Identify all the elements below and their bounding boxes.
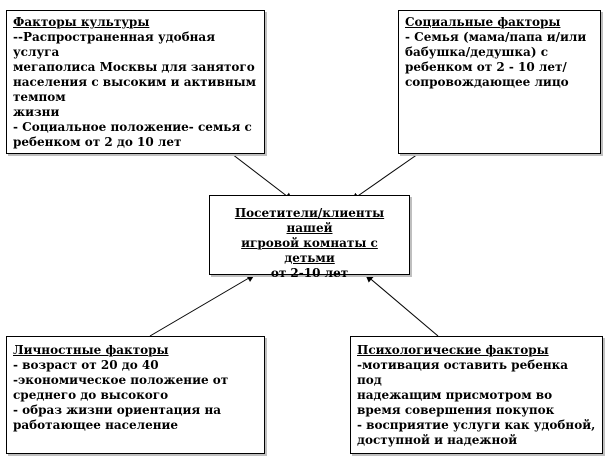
arrow-psych-to-center [366, 275, 438, 336]
culture-factors-line: --Распространенная удобная услуга [13, 30, 216, 59]
social-factors-line: ребенком от 2 - 10 лет/ [405, 60, 567, 74]
psychological-factors-title: Психологические факторы [357, 343, 549, 357]
psychological-factors-line: время совершения покупок [357, 403, 555, 417]
arrow-culture-to-center [232, 154, 292, 200]
psychological-factors-line: надежащим присмотром во [357, 388, 553, 402]
social-factors-line: сопровождающее лицо [405, 75, 569, 89]
personal-factors-line: среднего до высокого [13, 388, 169, 402]
culture-factors-line: ребенком от 2 до 10 лет [13, 135, 182, 149]
social-factors-title: Социальные факторы [405, 15, 561, 29]
culture-factors-line: жизни [13, 105, 60, 119]
personal-factors-title: Личностные факторы [13, 343, 169, 357]
center-visitors-line: от 2-10 лет [270, 266, 349, 280]
psychological-factors-line: -мотивация оставить ребенка под [357, 358, 569, 387]
social-factors-line: - Семья (мама/папа и/или [405, 30, 587, 44]
center-visitors-line: игровой комнаты с детьми [241, 236, 378, 265]
arrow-personal-to-center [150, 275, 254, 336]
personal-factors-line: -экономическое положение от [13, 373, 229, 387]
center-visitors-line: Посетители/клиенты нашей [234, 206, 385, 235]
social-factors-box [398, 10, 601, 154]
personal-factors-line: - образ жизни ориентация на [13, 403, 221, 417]
culture-factors-line: населения с высоким и активным темпом [13, 75, 257, 104]
social-factors-line: бабушка/дедушка) с [405, 45, 548, 59]
psychological-factors-box [350, 336, 603, 454]
culture-factors-line: - Социальное положение- семья с [13, 120, 252, 134]
arrow-social-to-center [352, 154, 418, 200]
culture-factors-line: мегаполиса Москвы для занятого [13, 60, 255, 74]
psychological-factors-line: - восприятие услуги как удобной, [357, 418, 596, 432]
culture-factors-box [6, 10, 265, 154]
personal-factors-line: работающее население [13, 418, 179, 432]
culture-factors-title: Факторы культуры [13, 15, 150, 29]
personal-factors-line: - возраст от 20 до 40 [13, 358, 159, 372]
psychological-factors-line: доступной и надежной [357, 433, 518, 447]
center-visitors-box [209, 195, 410, 280]
personal-factors-box [6, 336, 265, 454]
